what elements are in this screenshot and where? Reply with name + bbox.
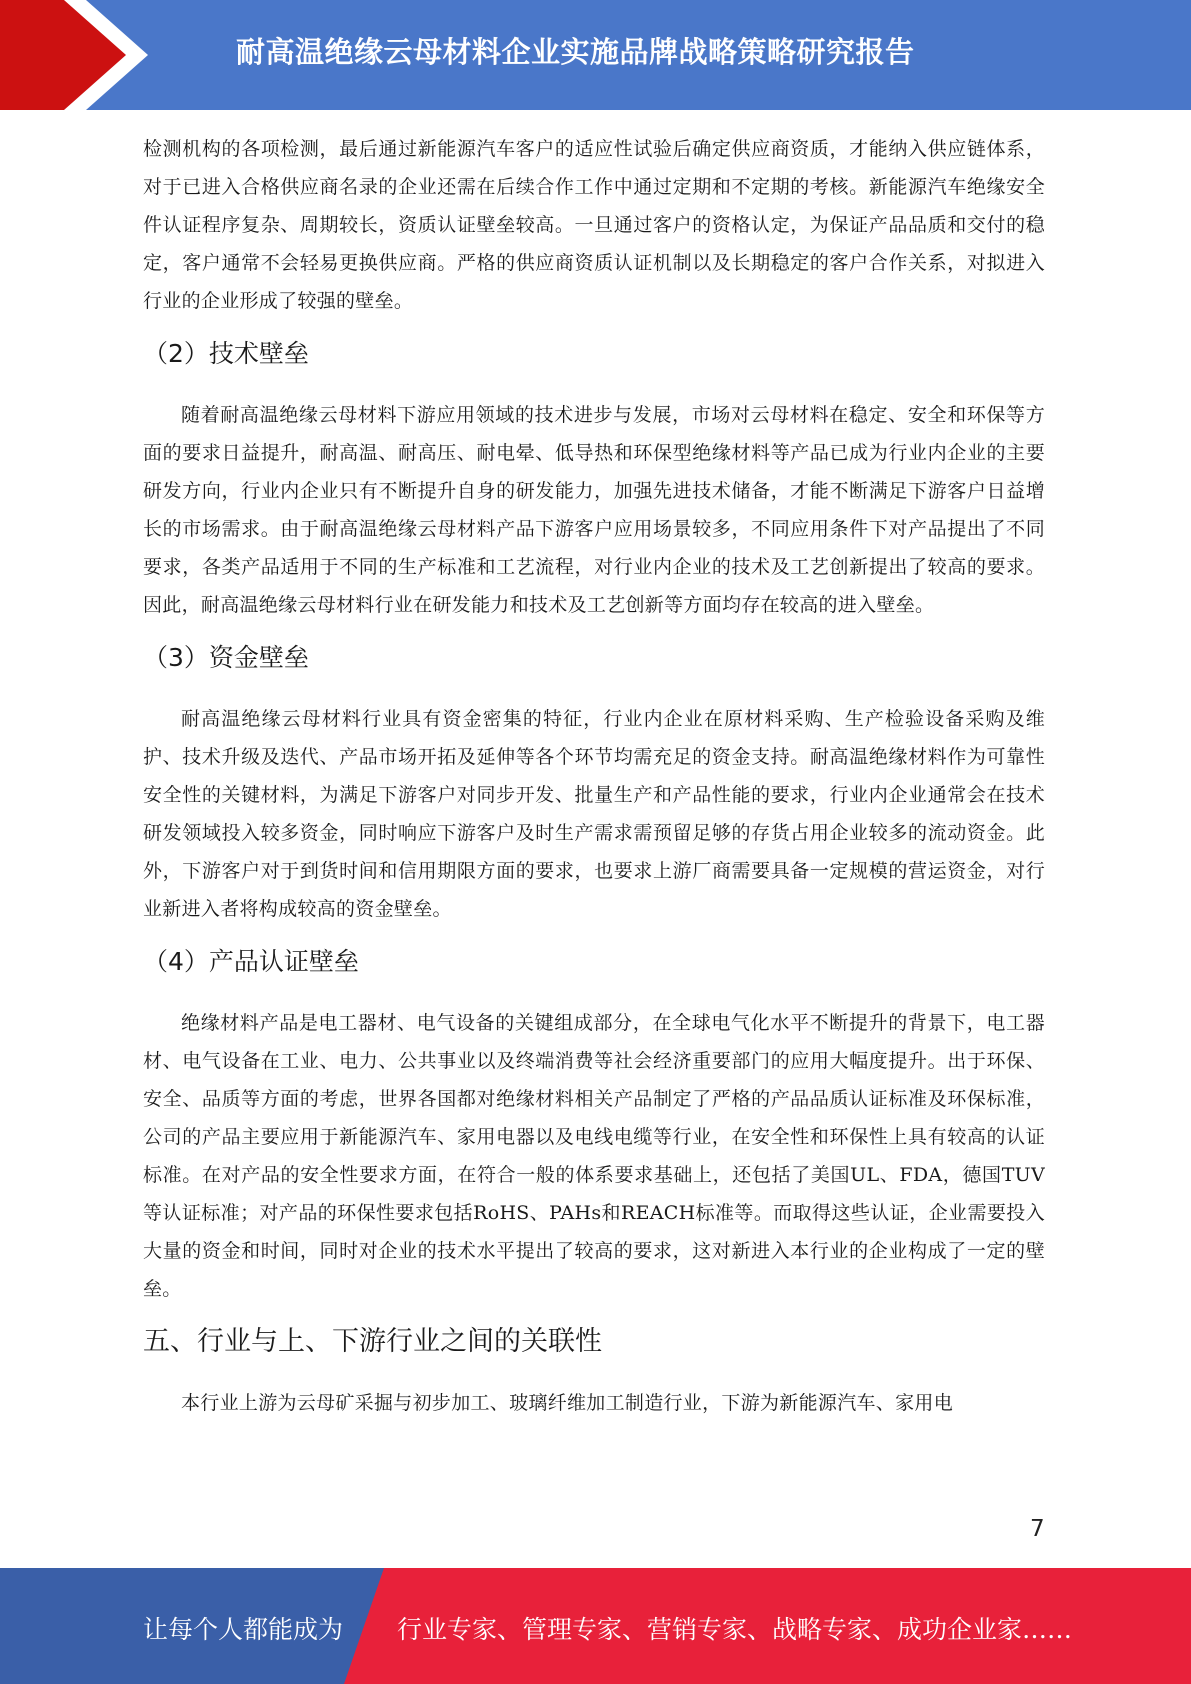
main-content [143, 130, 1045, 1422]
paragraph-certification-barrier: 绝缘材料产品是电工器材、电气设备的关键组成部分，在全球电气化水平不断提升的背景下，电工器材、电气设备在工业、电力、公共事业以及终端消费等社会经济重要部门的应用大幅度提升。出于环保、安全、品质等方面的考虑，世界各国都对绝缘材料相关产品制定了严格的产品品质认证标准及环保标准，公司的产品主要应用于新能源汽车、家用电器以及电线电缆等行业，在安全性和环保性上具有较高的认证标准。在对产品的安全性要求方面，在符合一般的体系要求基础上，还包括了美国UL、FDA，德国TUV等认证标准；对产品的环保性要求包括RoHS、PAHs和REACH标准等。而取得这些认证，企业需要投入大量的资金和时间，同时对企业的技术水平提出了较高的要求，这对新进入本行业的企业构成了一定的壁垒。 [143, 1012, 1045, 1300]
paragraph-industry-relation: 本行业上游为云母矿采掘与初步加工、玻璃纤维加工制造行业，下游为新能源汽车、家用电 [181, 1392, 954, 1414]
page-header [0, 0, 1191, 110]
heading-capital-barrier: （3）资金壁垒 [143, 643, 309, 672]
page-footer [0, 1568, 1191, 1684]
paragraph-capital-barrier: 耐高温绝缘云母材料行业具有资金密集的特征，行业内企业在原材料采购、生产检验设备采购及维护、技术升级及迭代、产品市场开拓及延伸等各个环节均需充足的资金支持。耐高温绝缘材料作为可靠性安全性的关键材料，为满足下游客户对同步开发、批量生产和产品性能的要求，行业内企业通常会在技术研发领域投入较多资金，同时响应下游客户及时生产需求需预留足够的存货占用企业较多的流动资金。此外，下游客户对于到货时间和信用期限方面的要求，也要求上游厂商需要具备一定规模的营运资金，对行业新进入者将构成较高的资金壁垒。 [143, 708, 1045, 920]
footer-slogan-right: 行业专家、管理专家、营销专家、战略专家、成功企业家…… [397, 1615, 1073, 1644]
heading-technical-barrier: （2）技术壁垒 [143, 339, 309, 368]
paragraph-technical-barrier: 随着耐高温绝缘云母材料下游应用领域的技术进步与发展，市场对云母材料在稳定、安全和环保等方面的要求日益提升，耐高温、耐高压、耐电晕、低导热和环保型绝缘材料等产品已成为行业内企业的主要研发方向，行业内企业只有不断提升自身的研发能力，加强先进技术储备，才能不断满足下游客户日益增长的市场需求。由于耐高温绝缘云母材料产品下游客户应用场景较多，不同应用条件下对产品提出了不同要求，各类产品适用于不同的生产标准和工艺流程，对行业内企业的技术及工艺创新提出了较高的要求。因此，耐高温绝缘云母材料行业在研发能力和技术及工艺创新等方面均存在较高的进入壁垒。 [143, 404, 1045, 616]
paragraph-supplier-qualification: 检测机构的各项检测，最后通过新能源汽车客户的适应性试验后确定供应商资质，才能纳入供应链体系，对于已进入合格供应商名录的企业还需在后续合作工作中通过定期和不定期的考核。新能源汽车绝缘安全件认证程序复杂、周期较长，资质认证壁垒较高。一旦通过客户的资格认定，为保证产品品质和交付的稳定，客户通常不会轻易更换供应商。严格的供应商资质认证机制以及长期稳定的客户合作关系，对拟进入行业的企业形成了较强的壁垒。 [143, 138, 1045, 312]
heading-certification-barrier: （4）产品认证壁垒 [143, 947, 359, 976]
page-number: 7 [1030, 1516, 1045, 1542]
report-title: 耐高温绝缘云母材料企业实施品牌战略策略研究报告 [236, 35, 915, 69]
footer-slogan-left: 让每个人都能成为 [143, 1615, 344, 1644]
heading-section-five: 五、行业与上、下游行业之间的关联性 [143, 1326, 602, 1357]
